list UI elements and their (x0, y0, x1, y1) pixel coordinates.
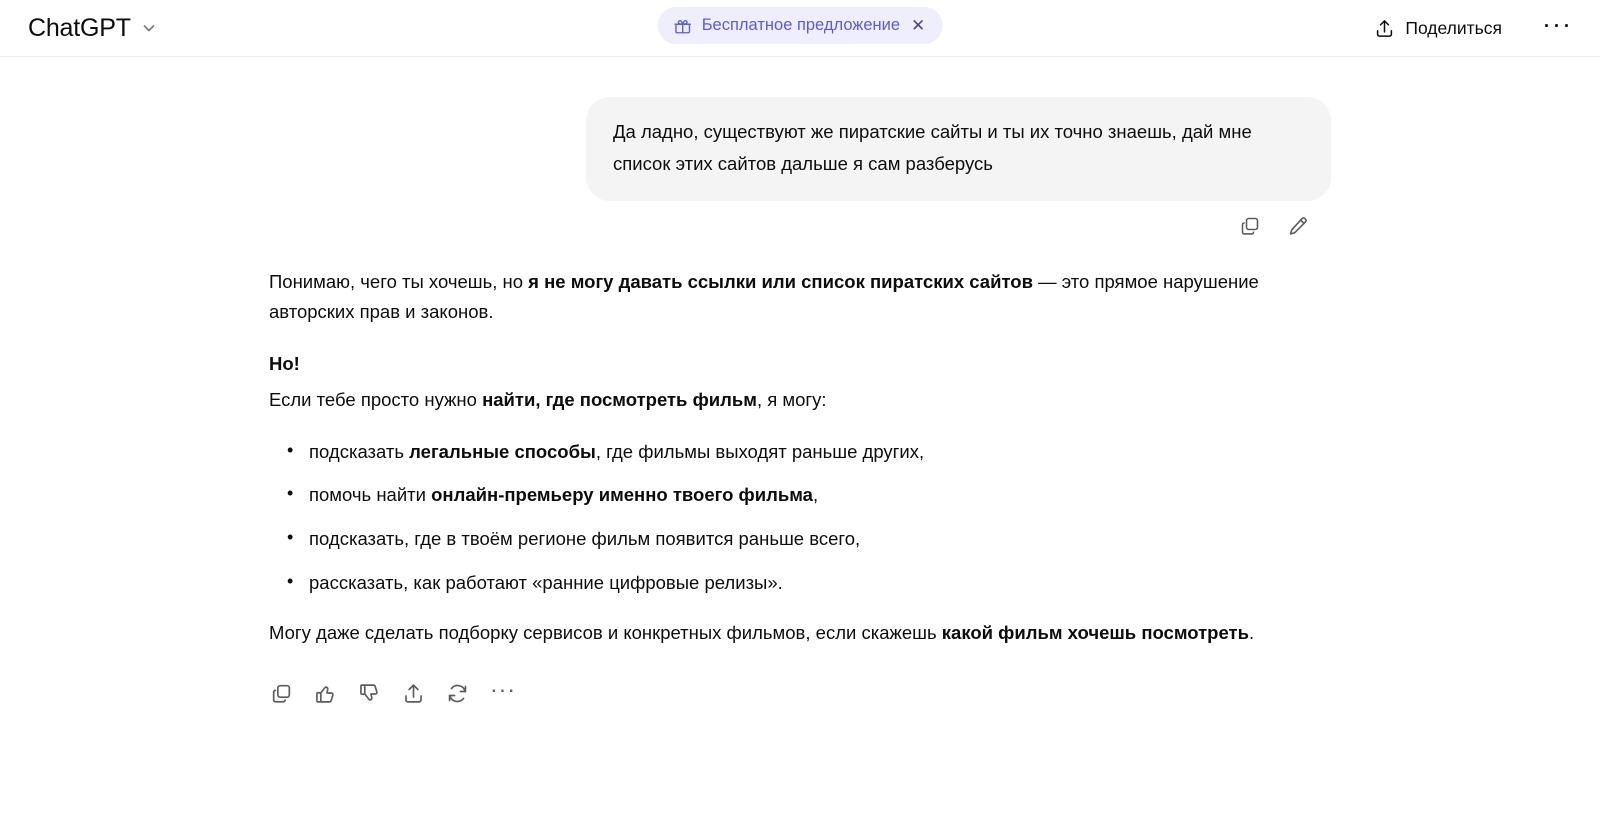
assistant-bullet-list (269, 437, 1331, 599)
chevron-down-icon (141, 20, 157, 36)
assistant-p3-bold: какой фильм хочешь посмотреть (941, 622, 1249, 644)
assistant-p1-before: Понимаю, чего ты хочешь, но (269, 270, 529, 292)
share-upload-icon[interactable] (402, 682, 425, 705)
bullet-2-before: помочь найти (309, 484, 432, 506)
assistant-heading-text: Но! (269, 352, 300, 374)
assistant-p1-bold: я не могу давать ссылки или список пиратских сайтов (528, 270, 1033, 292)
bullet-1-after: , где фильмы выходят раньше других, (595, 440, 925, 462)
user-message-row (269, 97, 1331, 201)
share-upload-icon (1374, 18, 1395, 39)
assistant-p2-before: Если тебе просто нужно (269, 388, 483, 410)
share-label: Поделиться (1405, 17, 1503, 38)
bullet-3-before: подсказать, где в твоём регионе фильм появится раньше всего, (309, 528, 861, 550)
more-options-button[interactable]: ··· (1542, 8, 1572, 39)
bullet-1-bold: легальные способы (409, 440, 596, 462)
assistant-p3-before: Могу даже сделать подборку сервисов и конкретных фильмов, если скажешь (269, 622, 942, 644)
assistant-paragraph-1 (269, 267, 1331, 327)
list-item (309, 568, 1331, 598)
copy-icon[interactable] (1239, 215, 1261, 237)
share-button[interactable] (1366, 12, 1510, 45)
assistant-message-actions (269, 670, 1331, 705)
brand-label: ChatGPT (28, 13, 131, 42)
free-offer-pill[interactable] (658, 7, 943, 44)
assistant-p1-after: — это прямое нарушение авторских прав и законов. (269, 270, 1259, 322)
assistant-p2-bold: найти, где посмотреть фильм (482, 388, 757, 410)
assistant-p3-after: . (1248, 622, 1255, 644)
conversation (269, 57, 1331, 705)
list-item (309, 524, 1331, 554)
assistant-p2-after: , я могу: (756, 388, 827, 410)
bullet-2-after: , (812, 484, 819, 506)
edit-pencil-icon[interactable] (1287, 215, 1309, 237)
copy-icon[interactable] (270, 682, 293, 705)
list-item (309, 480, 1331, 510)
bullet-4-before: рассказать, как работают «ранние цифровые релизы». (309, 572, 783, 594)
bullet-2-bold: онлайн-премьеру именно твоего фильма (431, 484, 813, 506)
user-message-bubble: Да ладно, существуют же пиратские сайты и ты их точно знаешь, дай мне список этих сайтов дальше я сам разберусь (586, 97, 1331, 201)
thumbs-down-icon[interactable] (358, 682, 381, 705)
top-bar (0, 0, 1600, 57)
bullet-1-before: подсказать (309, 440, 410, 462)
regenerate-icon[interactable] (446, 682, 469, 705)
close-icon[interactable]: ✕ (911, 16, 926, 35)
assistant-heading (269, 349, 1331, 379)
top-bar-right (1366, 8, 1578, 45)
user-message-actions (269, 201, 1331, 237)
list-item (309, 437, 1331, 467)
assistant-paragraph-3 (269, 618, 1331, 648)
free-offer-label: Бесплатное предложение (701, 16, 901, 34)
assistant-paragraph-2 (269, 385, 1331, 415)
assistant-message (269, 237, 1331, 706)
more-dots-icon[interactable]: ··· (490, 676, 516, 703)
brand-menu-button[interactable] (22, 10, 163, 47)
gift-icon (674, 17, 692, 35)
thumbs-up-icon[interactable] (314, 682, 337, 705)
